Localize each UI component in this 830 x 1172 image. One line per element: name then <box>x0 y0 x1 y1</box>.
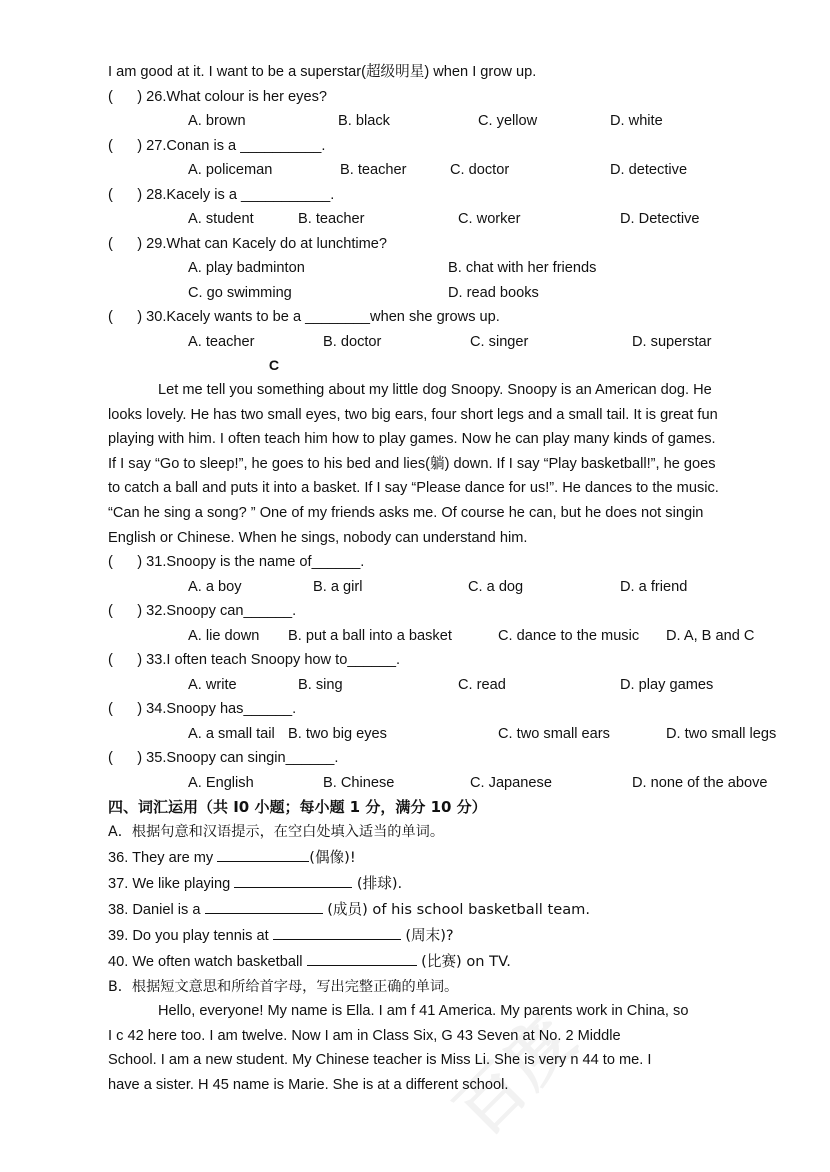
item-text-after: (偶像)! <box>309 848 356 866</box>
option-c[interactable]: C. Japanese <box>470 774 552 791</box>
fill-item <box>108 897 830 923</box>
option-b[interactable]: B. Chinese <box>323 774 395 791</box>
option-d[interactable]: D. superstar <box>632 333 712 350</box>
question-row <box>108 134 830 159</box>
passage-line: If I say “Go to sleep!”, he goes to his bed and lies(躺) down. If I say “Play basketball!”, he goes <box>108 455 716 472</box>
watermark: 百度 <box>441 1000 590 1149</box>
question-marker[interactable]: ( ) 30. <box>108 309 167 325</box>
option-row <box>108 158 830 183</box>
option-a[interactable]: A. a small tail <box>188 725 275 742</box>
item-text-before: Daniel is a <box>132 901 205 918</box>
item-number: 39. <box>108 927 129 944</box>
question-row <box>108 183 830 208</box>
option-b[interactable]: B. two big eyes <box>288 725 387 742</box>
part-b-passage <box>108 999 830 1097</box>
option-row <box>108 673 830 698</box>
question-marker[interactable]: ( ) 27. <box>108 137 167 154</box>
option-d[interactable]: D. none of the above <box>632 774 768 791</box>
item-number: 40. <box>108 953 129 970</box>
option-row <box>108 109 830 134</box>
option-c[interactable]: C. go swimming <box>188 284 292 301</box>
part-b-instruction: B．根据短文意思和所给首字母，写出完整正确的单词。 <box>108 978 459 995</box>
option-b[interactable]: B. black <box>338 113 390 129</box>
fill-item <box>108 845 830 871</box>
passage-line: playing with him. I often teach him how to play games. Now he can play many kinds of games. <box>108 431 716 448</box>
option-c[interactable]: C. worker <box>458 211 521 227</box>
answer-blank[interactable] <box>205 899 323 914</box>
question-stem: What colour is her eyes? <box>166 88 327 105</box>
question-marker[interactable]: ( ) 29. <box>108 235 167 252</box>
section-c-label: C <box>268 358 280 374</box>
question-stem: Snoopy can______. <box>166 603 297 620</box>
question-marker[interactable]: ( ) 34. <box>108 701 167 718</box>
question-marker[interactable]: ( ) 32. <box>108 603 167 620</box>
question-stem: Snoopy has______. <box>166 701 297 718</box>
option-a[interactable]: A. a boy <box>188 578 242 595</box>
answer-blank[interactable] <box>307 951 417 966</box>
option-d[interactable]: D. A, B and C <box>666 627 755 644</box>
option-a[interactable]: A. teacher <box>188 333 255 350</box>
option-b[interactable]: B. put a ball into a basket <box>288 627 452 644</box>
option-d[interactable]: D. white <box>610 113 663 129</box>
question-row <box>108 599 830 624</box>
option-row <box>108 281 830 306</box>
question-row <box>108 648 830 673</box>
option-b[interactable]: B. chat with her friends <box>448 260 597 276</box>
option-b[interactable]: B. teacher <box>340 162 407 178</box>
question-row <box>108 232 830 257</box>
option-row <box>108 624 830 649</box>
question-row <box>108 305 830 330</box>
page-content <box>108 60 830 1098</box>
answer-blank[interactable] <box>273 925 401 940</box>
item-number: 37. <box>108 875 129 892</box>
option-c[interactable]: C. two small ears <box>498 725 610 742</box>
option-row <box>108 771 830 796</box>
option-a[interactable]: A. policeman <box>188 162 273 178</box>
option-a[interactable]: A. English <box>188 774 254 791</box>
question-marker[interactable]: ( ) 26. <box>108 88 167 105</box>
option-d[interactable]: D. a friend <box>620 578 688 595</box>
question-row <box>108 85 830 110</box>
option-c[interactable]: C. singer <box>470 333 529 350</box>
item-number: 38. <box>108 901 129 918</box>
option-c[interactable]: C. a dog <box>468 578 524 595</box>
option-a[interactable]: A. play badminton <box>188 260 305 276</box>
passage-line: I c 42 here too. I am twelve. Now I am in Class Six, G 43 Seven at No. 2 Middle <box>108 1027 621 1044</box>
option-d[interactable]: D. play games <box>620 676 714 693</box>
option-c[interactable]: C. dance to the music <box>498 627 640 644</box>
question-stem: I often teach Snoopy how to______. <box>166 652 401 669</box>
option-d[interactable]: D. Detective <box>620 211 700 227</box>
answer-blank[interactable] <box>234 873 352 888</box>
option-d[interactable]: D. two small legs <box>666 725 777 742</box>
option-a[interactable]: A. brown <box>188 113 246 129</box>
question-marker[interactable]: ( ) 28. <box>108 186 167 203</box>
question-stem: Snoopy is the name of______. <box>166 554 365 571</box>
fill-item <box>108 923 830 949</box>
item-text-before: We often watch basketball <box>132 953 307 970</box>
option-c[interactable]: C. read <box>458 676 506 693</box>
option-c[interactable]: C. doctor <box>450 162 510 178</box>
fill-item <box>108 949 830 975</box>
question-stem: What can Kacely do at lunchtime? <box>166 235 388 252</box>
item-text-before: Do you play tennis at <box>132 927 273 944</box>
option-row <box>108 207 830 232</box>
passage-line: Hello, everyone! My name is Ella. I am f 41 America. My parents work in China, so <box>158 1003 689 1020</box>
option-b[interactable]: B. doctor <box>323 333 382 350</box>
item-text-before: We like playing <box>132 875 235 892</box>
passage-line: have a sister. H 45 name is Marie. She is at a different school. <box>108 1076 509 1093</box>
part-a-instruction: A．根据句意和汉语提示，在空白处填入适当的单词。 <box>108 824 445 841</box>
question-row <box>108 550 830 575</box>
option-a[interactable]: A. write <box>188 676 237 693</box>
question-marker[interactable]: ( ) 35. <box>108 750 167 767</box>
option-b[interactable]: B. teacher <box>298 211 365 227</box>
question-stem: Conan is a __________. <box>166 137 326 154</box>
question-row <box>108 697 830 722</box>
passage-c <box>108 378 830 550</box>
answer-blank[interactable] <box>217 847 309 862</box>
passage-line: English or Chinese. When he sings, nobody can understand him. <box>108 529 528 546</box>
question-marker[interactable]: ( ) 31. <box>108 554 167 571</box>
section-four-heading: 四、词汇运用（共 I0 小题；每小题 1 分，满分 10 分） <box>108 798 487 817</box>
option-row <box>108 330 830 355</box>
option-row <box>108 722 830 747</box>
item-text-before: They are my <box>132 849 218 866</box>
option-row <box>108 256 830 281</box>
fill-item <box>108 871 830 897</box>
option-b[interactable]: B. sing <box>298 676 343 693</box>
option-c[interactable]: C. yellow <box>478 113 538 129</box>
option-a[interactable]: A. lie down <box>188 627 260 644</box>
item-text-after: (比赛) on TV. <box>416 952 511 970</box>
item-text-after: (排球). <box>352 874 403 892</box>
option-d[interactable]: D. read books <box>448 284 539 301</box>
question-stem: Kacely wants to be a ________when she grows up. <box>166 309 500 325</box>
passage-line: Let me tell you something about my little dog Snoopy. Snoopy is an American dog. He <box>158 382 712 398</box>
item-number: 36. <box>108 849 129 866</box>
passage-line: looks lovely. He has two small eyes, two big ears, four short legs and a small tail. It is great fun <box>108 406 718 423</box>
question-row <box>108 746 830 771</box>
intro-line: I am good at it. I want to be a superstar(超级明星) when I grow up. <box>108 64 537 80</box>
option-d[interactable]: D. detective <box>610 162 688 178</box>
option-row <box>108 575 830 600</box>
question-stem: Kacely is a ___________. <box>166 186 335 203</box>
item-text-after: (成员) of his school basketball team. <box>322 900 590 918</box>
option-a[interactable]: A. student <box>188 211 254 227</box>
option-b[interactable]: B. a girl <box>313 578 363 595</box>
passage-line: School. I am a new student. My Chinese teacher is Miss Li. She is very n 44 to me. I <box>108 1052 652 1069</box>
passage-line: “Can he sing a song? ” One of my friends asks me. Of course he can, but he does not singin <box>108 504 704 521</box>
question-stem: Snoopy can singin______. <box>166 750 339 767</box>
passage-line: to catch a ball and puts it into a basket. If I say “Please dance for us!”. He dances to the music. <box>108 480 719 497</box>
question-marker[interactable]: ( ) 33. <box>108 652 167 669</box>
item-text-after: (周末)? <box>400 926 454 944</box>
